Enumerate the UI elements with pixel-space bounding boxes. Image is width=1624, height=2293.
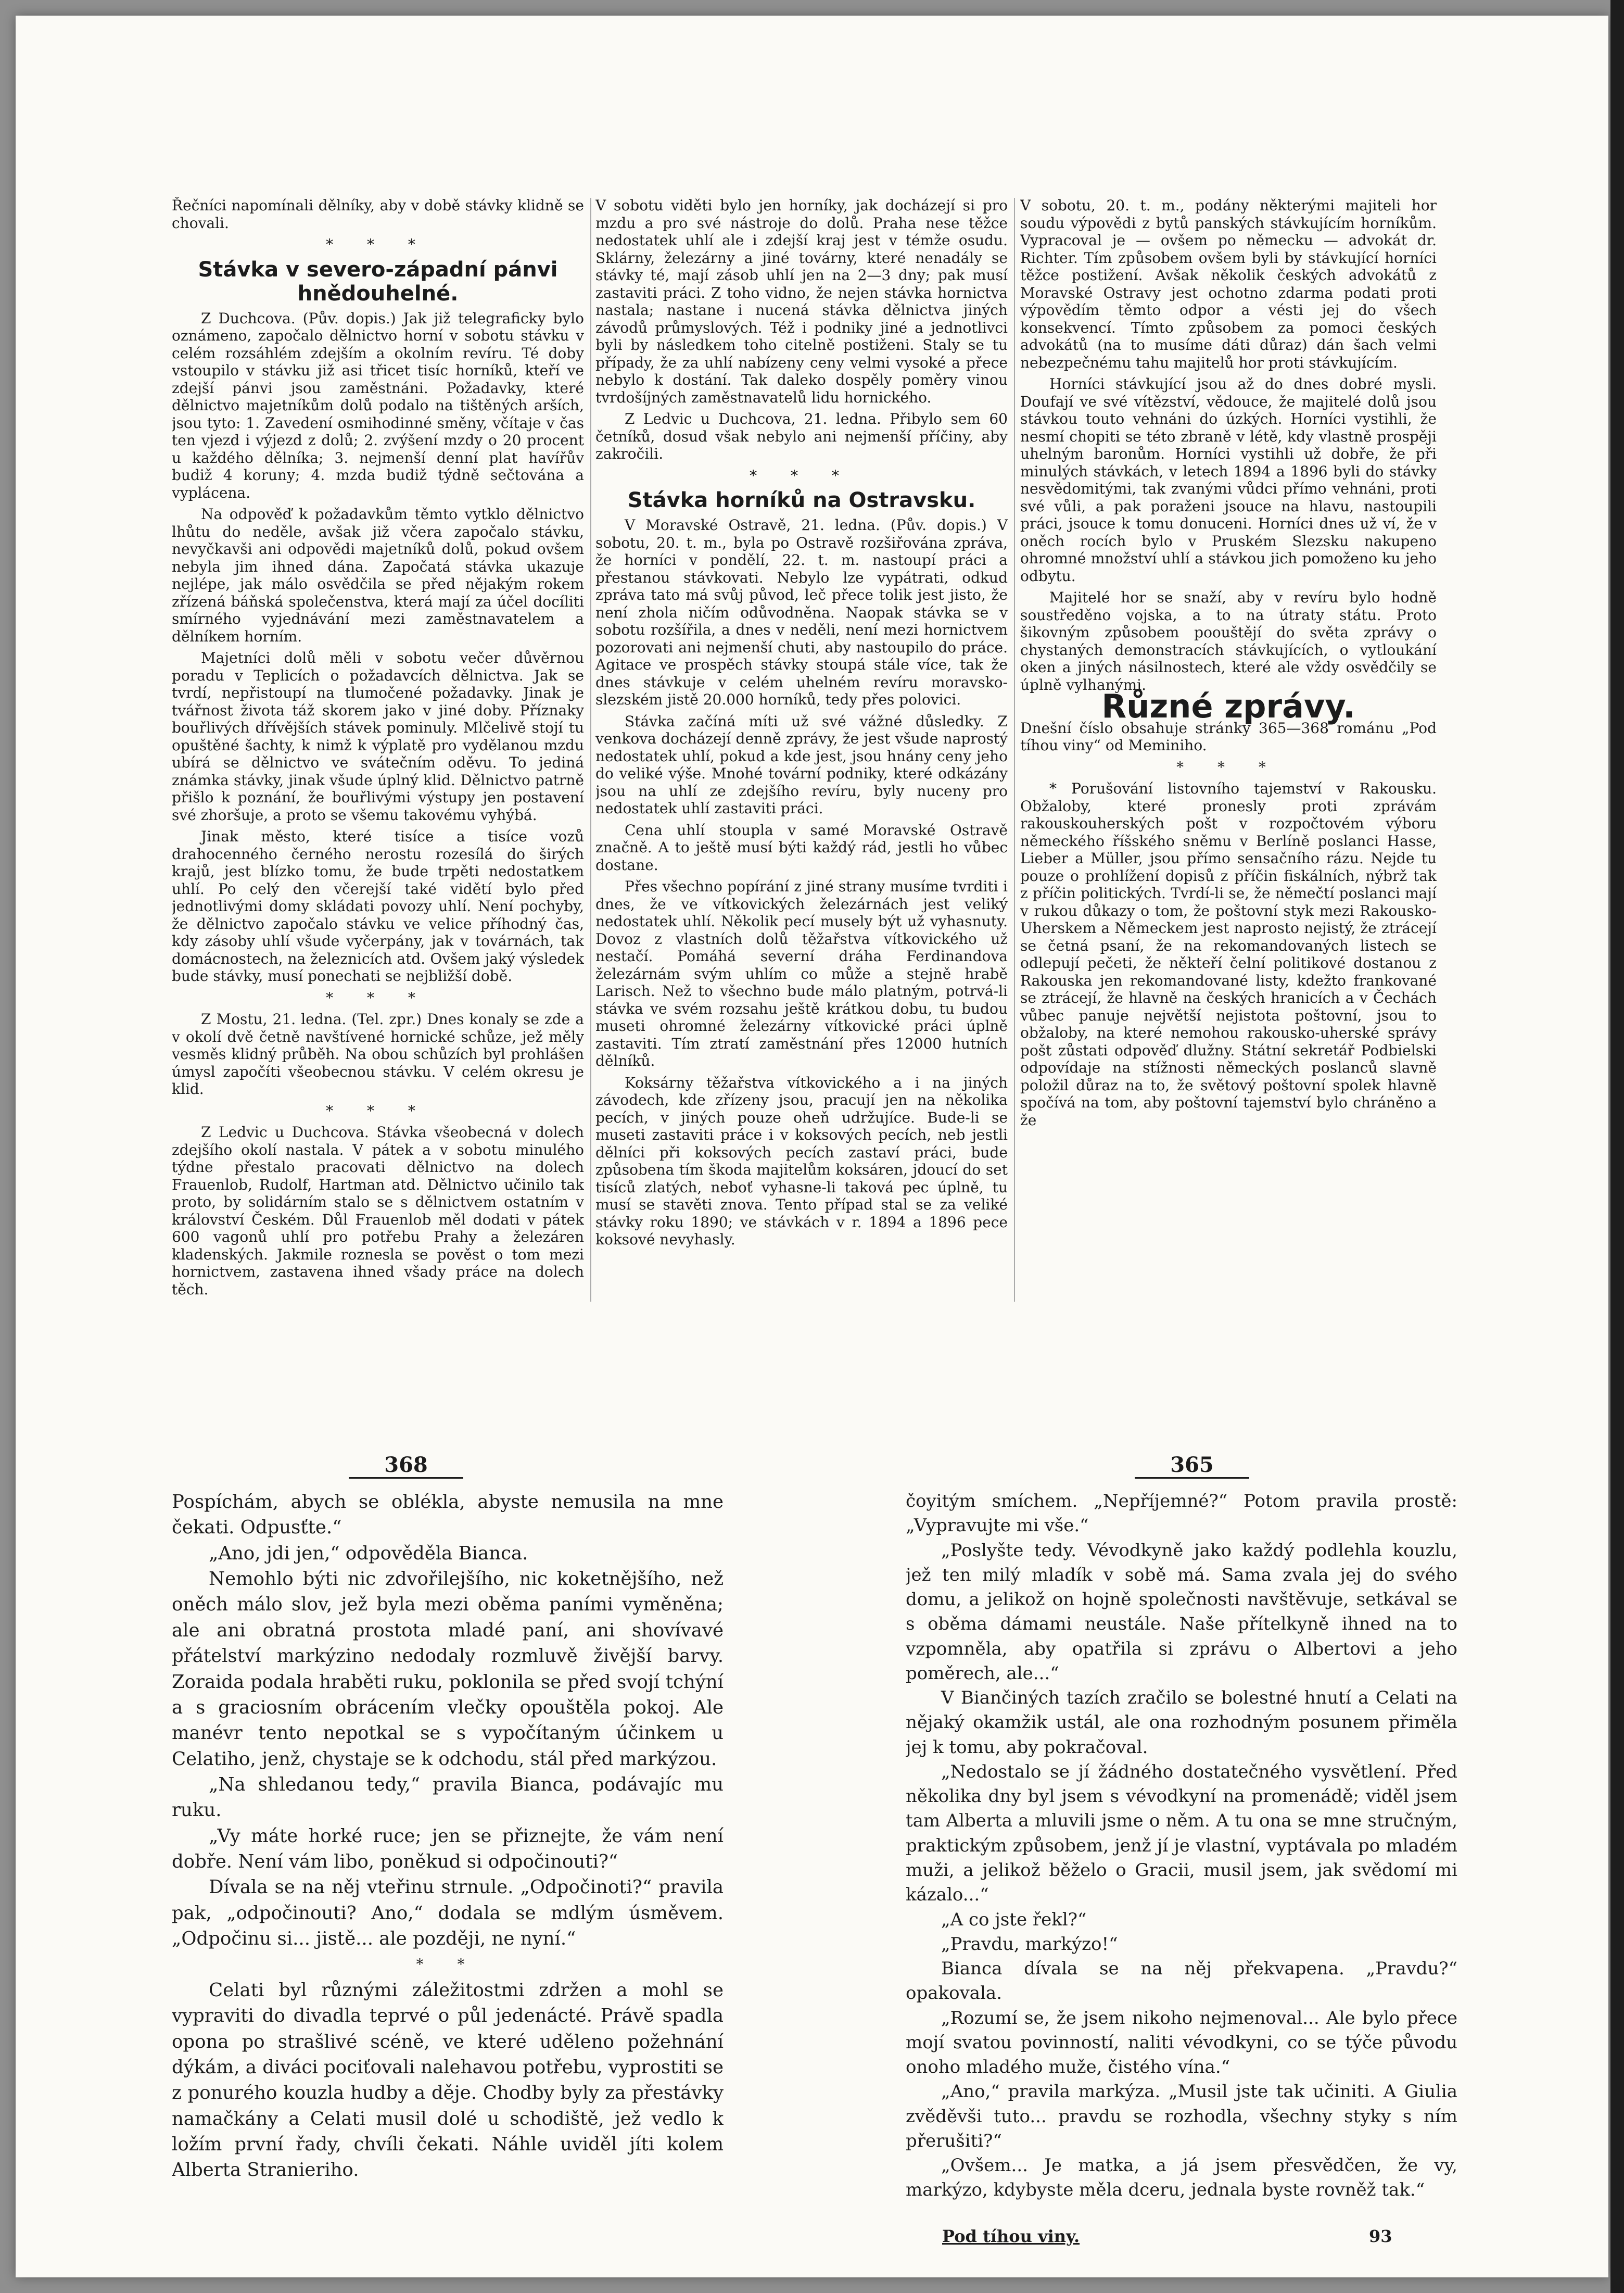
novel-right-p: „Poslyšte tedy. Vévodkyně jako každý podlehla kouzlu, jež ten milý mladík v sobě má. Sama zvala jej do svého domu, a jelikož on hojně společnosti navštěvuje, setkával se s oběma dámami neustále. Naše přítelkyně ihned na to vzpomněla, aby opatřila si zprávu o Albertovi a jeho poměrech, ale...“: [906, 1540, 1457, 1684]
page-number-left: 368: [349, 1453, 463, 1479]
col1-p: Z Mostu, 21. ledna. (Tel. zpr.) Dnes konaly se zde a v okolí dvě četně navštívené hornické schůze, jež měly vesměs klidný průběh. Na obou schůzích byl prohlášen úmysl započíti všeobecnou stávku. V celém okresu je klid.: [172, 1011, 584, 1098]
col2-p: Stávka začíná míti už své vážné důsledky. Z venkova docházejí denně zprávy, že jest všude naprostý nedostatek uhlí, pokud a kde jest, jsou hnány ceny jeho do veliké výše. Mnohé tovární podniky, které odkázány jsou na uhlí ze zdejšího revíru, byly nuceny pro nedostatek uhlí zastaviti práci.: [595, 712, 1008, 817]
col1-p: Z Ledvic u Duchcova. Stávka všeobecná v dolech zdejšího okolí nastala. V pátek a v sobotu minulého týdne přestalo pracovati dělnictvo na dolech Frauenlob, Rudolf, Hartman atd. Dělnictvo učinilo tak proto, by solidárním stalo se s dělnictvem ostatním v království Českém. Důl Frauenlob měl dodati v pátek 600 vagonů uhlí pro potřebu Prahy a železáren kladenských. Jakmile roznesla se pověst o tom mezi hornictvem, zastavena ihned všady práce na dolech těch.: [172, 1124, 584, 1298]
col1-p: Jinak město, které tisíce a tisíce vozů drahocenného černého nerostu rozesílá do širých krajů, jest blízko tomu, že bude trpěti nedostatkem uhlí. Po celý den včerejší také vidětí bylo před jednotlivými domy skládati povozy uhlí. Není pochyby, že dělnictvo započalo stávku ve velice příhodný čas, kdy zásoby uhlí všude vyčerpány, jak v továrnách, tak domácnostech, na železnicích atd. Ovšem jaký výsledek bude stávky, musí ponechati se nejbližší době.: [172, 828, 584, 985]
novel-right-p: Bianca dívala se na něj překvapena. „Pravdu?“ opakovala.: [906, 1958, 1457, 2004]
col1-p: Majetníci dolů měli v sobotu večer důvěrnou poradu v Teplicích o požadavcích dělnictva. Jak se tvrdí, nepřistoupí na tlumočené požadavky. Jinak je tvářnost života táž skorem jako v jiné doby. Příznaky bouřlivých dřívějších stávek pominuly. Mlčelivě stojí tu opuštěné šachty, k nimž k výplatě pro vydělanou mzdu ubírá se dělnictvo ve svátečním oděvu. To jediná známka stávky, jinak všude úplný klid. Dělnictvo patrně přišlo k poznání, že bouřlivými výstupy jen postavení své zhoršuje, a proto se všemu takovému vyhýbá.: [172, 649, 584, 824]
column-divider: [590, 198, 591, 1302]
novel-right-p: „A co jste řekl?“: [941, 1909, 1087, 1930]
col2-p: Z Ledvic u Duchcova, 21. ledna. Přibylo sem 60 četníků, dosud však nebylo ani nejmenší příčiny, aby zakročili.: [595, 410, 1008, 462]
novel-left-p: Pospíchám, abych se oblékla, abyste nemusila na mne čekati. Odpusťte.“: [172, 1491, 724, 1539]
col1-p: Z Duchcova. (Pův. dopis.) Jak již telegraficky bylo oznámeno, započalo dělnictvo horní v sobotu stávku v celém rozsáhlém zdejším a okolním revíru. Té doby vstoupilo v stávku již asi třicet tisíc horníků, kteří ve zdejší pánvi jsou zaměstnáni. Požadavky, které dělnictvo majetníkům dolů podalo na tištěných arších, jsou tyto: 1. Zavedení osmihodinné směny, včítaje v čas ten vjezd i výjezd z dolů; 2. zvýšení mzdy o 20 procent u každého dělníka; 3. nejmenší denní plat havířův budiž 4 koruny; 4. mzda budiž týdně sečtována a vyplácena.: [172, 309, 584, 501]
novel-right-p: „Ano,“ pravila markýza. „Musil jste tak učiniti. A Giulia zvěděvši tuto... pravdu se rozhodla, všechny styky s ním přerušiti?“: [906, 2081, 1457, 2151]
col1-p: Řečníci napomínali dělníky, aby v době stávky klidně se chovali.: [172, 197, 584, 232]
col3-p: Dnešní číslo obsahuje stránky 365—368 románu „Pod tíhou viny“ od Meminiho.: [1020, 719, 1437, 754]
col2-p: Cena uhlí stoupla v samé Moravské Ostravě značně. A to ještě musí býti každý rád, jestli ho vůbec dostane.: [595, 821, 1008, 874]
col2-star: * * *: [750, 467, 854, 484]
col2-head: Stávka horníků na Ostravsku.: [627, 488, 976, 512]
novel-left-p: „Na shledanou tedy,“ pravila Bianca, podávajíc mu ruku.: [172, 1773, 724, 1821]
col1-star: * * *: [326, 236, 430, 253]
novel-left-p: Nemohlo býti nic zdvořilejšího, nic koketnějšího, než oněch málo slov, jež byla mezi oběma paními vyměněna; ale ani obratná prostota mladé paní, ani shovívavé přátelství markýzino nedodaly rozmluvě živější barvy. Zoraida podala hraběti ruku, poklonila se před svojí tchýní a s graciosním obrácením vlečky opouštěla pokoj. Ale manévr tento nepotkal se s vypočítaným účinkem u Celatiho, jenž, chystaje se k odchodu, stál před markýzou.: [172, 1568, 724, 1770]
col2-p: V Moravské Ostravě, 21. ledna. (Pův. dopis.) V sobotu, 20. t. m., byla po Ostravě rozšiřována zpráva, že horníci v pondělí, 22. t. m. nastoupí práci a přestanou stávkovati. Nebylo lze vypátrati, odkud zpráva tato má svůj původ, leč přece tolik jest jisto, že není zhola ničím odůvodněna. Naopak stávka se v sobotu rozšířila, a dnes v neděli, není mezi hornictvem pozorovati ani nejmenší chuti, aby nastoupilo do práce. Agitace ve prospěch stávky stoupá stále více, tak že dnes stávkuje v celém uhelném revíru moravsko-slezském jistě 20.000 horníků, tedy přes polovici.: [595, 516, 1008, 708]
footer-title: Pod tíhou viny.: [942, 2226, 1080, 2246]
col3-star: * * *: [1176, 758, 1280, 776]
page-number-right: 365: [1135, 1453, 1249, 1479]
novel-right-p: „Nedostalo se jí žádného dostatečného vysvětlení. Před několika dny byl jsem s vévodkyní na promenádě; viděl jsem tam Alberta a mluvili jsme o něm. A tu ona se mne stručným, praktickým způsobem, jenž jí je vlastní, vyptávala po mladém muži, a jelikož běželo o Gracii, musil jsem, jak svědomí mi kázalo...“: [906, 1761, 1457, 1906]
novel-left-p: Dívala se na něj vteřinu strnule. „Odpočinoti?“ pravila pak, „odpočinouti? Ano,“ dodala se mdlým úsměvem. „Odpočinu si... jistě... ale později, ne nyní.“: [172, 1876, 724, 1950]
col3-p: V sobotu, 20. t. m., podány některými majiteli hor soudu výpovědi z bytů panských stávkujícím horníkům. Vypracoval je — ovšem po německu — advokát dr. Richter. Tím způsobem ovšem byli by stávkující horníci těžce postižení. Avšak několik českých advokátů z Moravské Ostravy jest ochotno zdarma podati proti výpovědím těmto odpor a vésti jej do všech konsekvencí. Tímto způsobem za pomoci českých advokátů (na to musíme dáti důraz) dán šach velmi nebezpečnému tahu majitelů hor proti stávkujícím.: [1020, 197, 1437, 371]
novel-right-p: V Biančiných tazích zračilo se bolestné hnutí a Celati na nějaký okamžik ustál, ale ona rozhodným posunem přiměla jej k tomu, aby pokračoval.: [906, 1687, 1457, 1758]
novel-left-column: [172, 1489, 724, 2213]
col1-head: Stávka v severo-západní pánvi hnědouhelné.: [198, 257, 558, 306]
col2-p: V sobotu viděti bylo jen horníky, jak docházejí si pro mzdu a pro své nástroje do dolů. Praha nese těžce nedostatek uhlí ale i zdejší kraj jest v témže osudu. Sklárny, železárny a jiné továrny, které nenadály se stávky té, mají zásob uhlí jen na 2—3 dny; pak musí zastaviti práci. Z toho vidno, že nejen stávka hornictva nastala; nastane i nucená stávka dělnictva jiných závodů průmyslových. Též i podniky jiné a jednotlivci byli by následkem toho citelně postiženi. Staly se tu případy, že za uhlí nabízeny ceny velmi vysoké a přece nebylo k dostání. Tak daleko dospěly poměry vinou tvrdošíjných zaměstnavatelů lidu hornického.: [595, 197, 1008, 406]
novel-right-p: „Rozumí se, že jsem nikoho nejmenoval... Ale bylo přece mojí svatou povinností, naliti vévodkyni, co se týče původu onoho mladého muže, čistého vína.“: [906, 2007, 1457, 2078]
footer-page-number: 93: [1369, 2226, 1392, 2246]
col3-p: * Porušování listovního tajemství v Rakousku. Obžaloby, které pronesly proti zprávám rakouskouherských pošt v rozpočtovém výboru německého říšského sněmu v Berlíně poslanci Hasse, Lieber a Müller, jsou přímo sensačního rázu. Nejde tu pouze o prohlížení dopisů z příčin fiskálních, nýbrž tak z příčin politických. Tvrdí-li se, že němečtí poslanci mají v rukou důkazy o tom, že poštovní styk mezi Rakousko-Uherskem a Německem jest naprosto nejistý, že ztrácejí se četná psaní, že na rekomandovaných listech se odlepují pečeti, že někteří čelní politikové dostanou z Rakouska jen rekomandované listy, kdežto frankované se ztrácejí, že hlavně na českých hranicích a v Čechách vůbec panuje největší nejistota poštovní, jsou to obžaloby, na které nemohou rakousko-uherské správy pošt zůstati odpověď dlužny. Státní sekretář Podbielski odpovídaje na stížnosti německých poslanců slavně položil důraz na to, že světový poštovní spolek hlavně spočívá na tom, aby poštovní tajemství bylo chráněno a že: [1020, 780, 1437, 1129]
col3-big: Různé zprávy.: [1101, 687, 1355, 725]
col2-p: Přes všechno popírání z jiné strany musíme tvrditi i dnes, že ve vítkovických železárnách jest veliký nedostatek uhlí. Několik pecí musely být už vyhasnuty. Dovoz z vlastních dolů těžařstva vítkovického už nestačí. Pomáhá severní dráha Ferdinandova železárnám svým uhlím co může a stejně hrabě Larisch. Než to všechno bude málo platným, potrvá-li stávka ve svém rozsahu ještě krátkou dobu, tu budou museti ohromné železárny vítkovické práci úplně zastaviti. Tím ztratí zaměstnání přes 12000 hutních dělníků.: [595, 878, 1008, 1069]
novel-right-p: „Pravdu, markýzo!“: [941, 1933, 1118, 1955]
col3-p: Majitelé hor se snaží, aby v revíru bylo hodně soustředěno vojska, a to na útraty státu. Proto šikovným způsobem poouštějí do světa zprávy o chystaných demonstracích stávkujících, o vytloukání oken a jiných násilnostech, které ale vždy osvědčily se úplně vylhanými.: [1020, 589, 1437, 694]
col1-star: * * *: [326, 1102, 430, 1119]
col2-p: Koksárny těžařstva vítkovického a i na jiných závodech, kde zřízeny jsou, pracují jen na několika pecích, v jiných pouze oheň udržujíce. Bude-li se museti zastaviti práce i v koksových pecích, neb jestli dělníci při koksových pecích zastaví práci, bude způsobena tím škoda majitelům koksáren, jdoucí do set tisíců zlatých, neboť vyhasne-li taková pec úplně, tu musí se stavěti znova. Tento případ stal se za veliké stávky roku 1890; ve stávkách v r. 1894 a 1896 pece koksové nevyhasly.: [595, 1074, 1008, 1248]
scan-edge: [1610, 0, 1624, 2293]
column-divider: [1014, 198, 1015, 1302]
col1-star: * * *: [326, 989, 430, 1006]
newspaper-page: [16, 16, 1608, 2277]
novel-left-p: „Vy máte horké ruce; jen se přiznejte, že vám není dobře. Není vám libo, poněkud si odpočinouti?“: [172, 1825, 724, 1873]
novel-right-column: [906, 1489, 1457, 2213]
col1-p: Na odpověď k požadavkům těmto vytklo dělnictvo lhůtu do neděle, avšak již včera započalo stávku, nevyčkavši ani odpovědi majetníků dolů, pokud ovšem nebyla jim ihned dána. Započatá stávka ukazuje nejlépe, jak málo osvědčila se před nějakým rokem zřízená báňská společenstva, která mají za účel docíliti smírného vyjednávání mezi zaměstnavatelem a dělníkem horním.: [172, 506, 584, 645]
novel-right-p: čoyitým smíchem. „Nepříjemné?“ Potom pravila prostě: „Vypravujte mi vše.“: [906, 1491, 1457, 1536]
col3-p: Horníci stávkující jsou až do dnes dobré mysli. Doufají ve své vítězství, vědouce, že majitelé dolů jsou stávkou touto vehnáni do úzkých. Horníci vystihli, že nesmí chopiti se této zbraně v létě, kdy vlastně prospěji uhelným baronům. Horníci vystihli už dobře, že při minulých stávkách, v letech 1894 a 1896 byli do stávky nesvědomitými, tak zvanými vůdci přímo vehnáni, proti své vůli, a pak poraženi jsouce na hlavu, nastoupili práci, jsouce k tomu donuceni. Horníci dnes už ví, že v oněch rocích bylo v Pruském Slezsku nakupeno ohromné množství uhlí a stávkou jich pomoženo ku jeho odbytu.: [1020, 375, 1437, 585]
column-2: [595, 197, 1008, 1316]
column-3: [1020, 197, 1437, 1316]
column-1: [172, 197, 584, 1316]
novel-left-p: „Ano, jdi jen,“ odpověděla Bianca.: [209, 1542, 528, 1564]
novel-left-p: Celati byl různými záležitostmi zdržen a mohl se vypraviti do divadla teprvé o půl jedenácté. Právě spadla opona po strašlivé scéně, ve které uděleno požehnání dýkám, a diváci pociťovali nalehavou potřebu, vyprostiti se z ponurého kouzla hudby a děje. Chodby byly za přestávky namačkány a Celati musil dolé u schodiště, jež vedlo k ložím první řady, chvíli čekati. Náhle uviděl jíti kolem Alberta Stranieriho.: [172, 1979, 724, 2181]
novel-right-p: „Ovšem... Je matka, a já jsem přesvědčen, že vy, markýzo, kdybyste měla dceru, jednala byste rovněž tak.“: [906, 2155, 1457, 2201]
novel-left-star: * *: [416, 1956, 479, 1973]
